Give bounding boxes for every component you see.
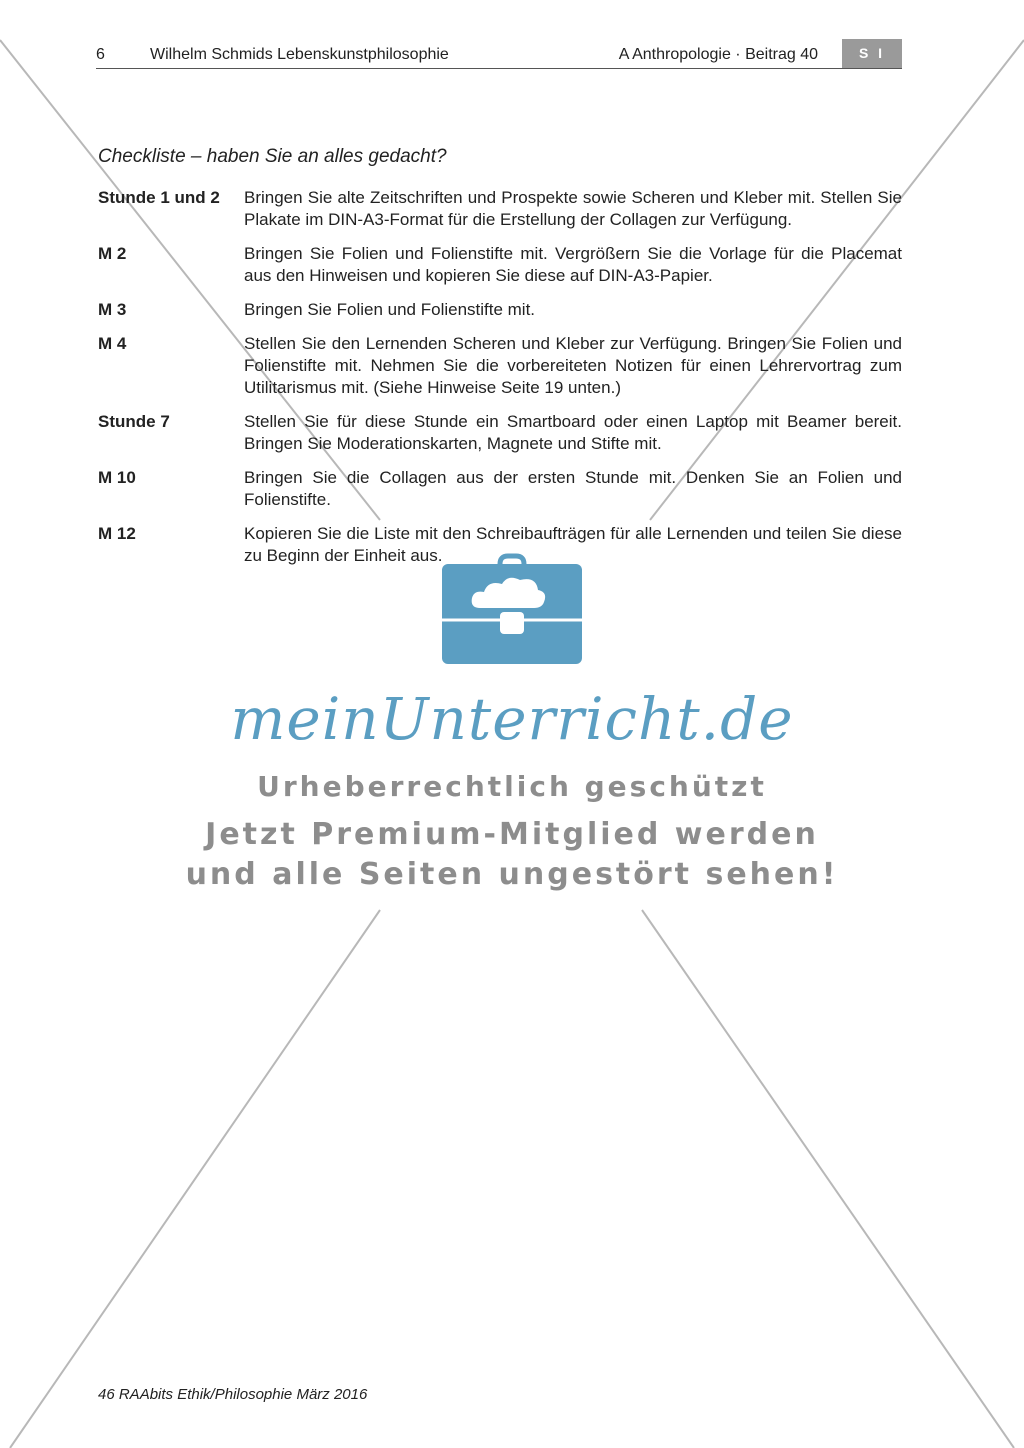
checklist-title: Checkliste – haben Sie an alles gedacht?: [98, 146, 447, 167]
page-header: [96, 40, 902, 69]
row-text: Bringen Sie alte Zeitschriften und Prospekte sowie Scheren und Kleber mit. Stellen Sie Plakate im DIN-A3-Format für die Erstellung der Collagen zur Verfügung.: [244, 188, 902, 229]
row-label: Stunde 7: [98, 412, 170, 431]
watermark-cta-line-1: Jetzt Premium-Mitglied werden: [205, 817, 819, 852]
briefcase-cloud-icon: [440, 552, 584, 666]
watermark-cta-line-2: und alle Seiten ungestört sehen!: [185, 857, 839, 892]
row-label: M 3: [98, 300, 127, 319]
page-footer: 46 RAAbits Ethik/Philosophie März 2016: [98, 1386, 368, 1403]
row-label: M 4: [98, 334, 127, 353]
row-label: M 10: [98, 468, 136, 487]
diagonal-line-bottom-left: [10, 910, 380, 1448]
row-text: Bringen Sie die Collagen aus der ersten Stunde mit. Denken Sie an Folien und Folienstifte.: [244, 468, 902, 509]
level-badge: S I: [842, 39, 902, 68]
row-text: Bringen Sie Folien und Folienstifte mit.: [244, 300, 536, 319]
checklist-list: [98, 187, 902, 579]
checklist-row: [98, 299, 902, 321]
page-number: 6: [96, 46, 105, 63]
briefcase-handle: [500, 556, 524, 564]
briefcase-clasp: [500, 612, 524, 634]
row-label: Stunde 1 und 2: [98, 188, 220, 207]
book-title: Wilhelm Schmids Lebenskunstphilosophie: [150, 46, 449, 63]
checklist-row: [98, 187, 902, 231]
row-text: Bringen Sie Folien und Folienstifte mit. Vergrößern Sie die Vorlage für die Placemat aus den Hinweisen und kopieren Sie diese auf DIN-A3-Papier.: [244, 244, 902, 285]
row-text: Stellen Sie den Lernenden Scheren und Kleber zur Verfügung. Bringen Sie Folien und Folienstifte mit. Nehmen Sie die vorbereiteten Notizen für einen Lehrervortrag zum Utilitarismus mit. (Siehe Hinweise Seite 19 unten.): [244, 334, 902, 397]
checklist-row: [98, 467, 902, 511]
checklist-row: [98, 333, 902, 399]
checklist-row: [98, 411, 902, 455]
row-label: M 12: [98, 524, 136, 543]
row-text: Kopieren Sie die Liste mit den Schreibaufträgen für alle Lernenden und teilen Sie diese zu Beginn der Einheit aus.: [244, 524, 902, 565]
watermark-copyright: Urheberrechtlich geschützt: [257, 770, 767, 803]
diagonal-line-bottom-right: [642, 910, 1014, 1448]
checklist-row: [98, 243, 902, 287]
row-label: M 2: [98, 244, 127, 263]
section-title: A Anthropologie · Beitrag 40: [618, 46, 818, 63]
row-text: Stellen Sie für diese Stunde ein Smartboard oder einen Laptop mit Beamer bereit. Bringen Sie Moderationskarten, Magnete und Stifte mit.: [244, 412, 902, 453]
watermark-brand: meinUnterricht.de: [230, 685, 794, 753]
